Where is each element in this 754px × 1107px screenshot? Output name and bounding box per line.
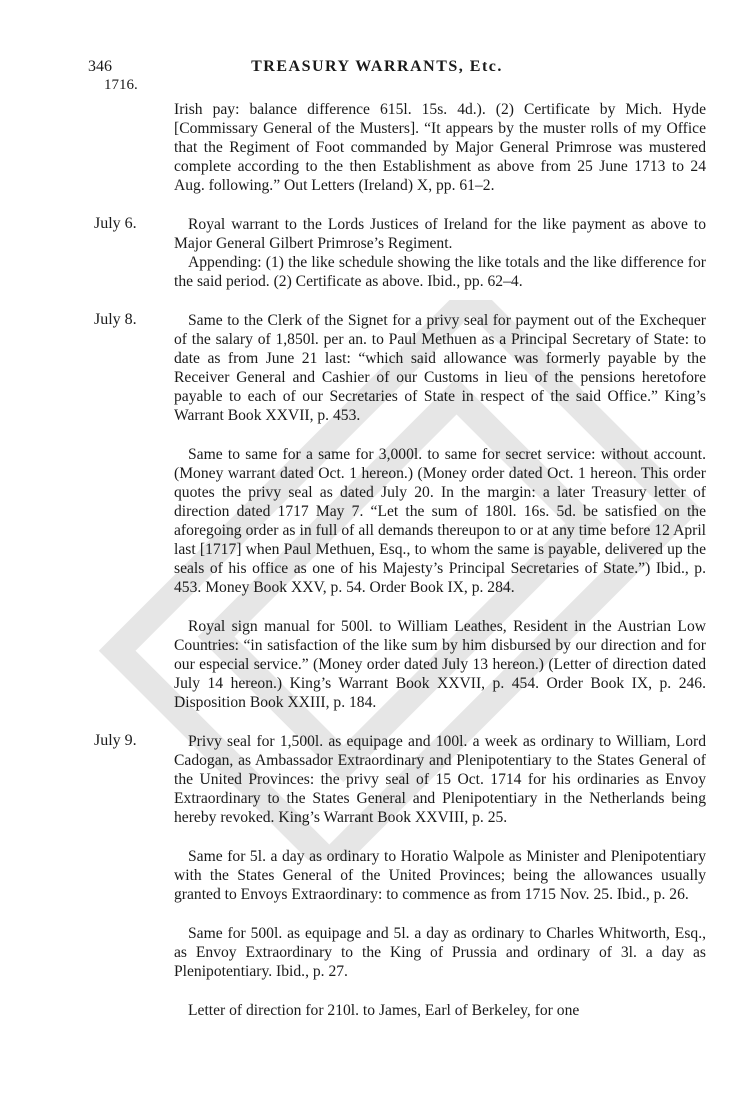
entries-list — [0, 100, 754, 1020]
entry-date: July 8. — [94, 311, 137, 328]
paragraph: Privy seal for 1,500l. as equipage and 100l. a week as ordinary to William, Lord Cadogan, as Ambassador Extraordinary and Plenipotentiary to the States General of the United Provinces: the privy seal of 15 Oct. 1714 for his ordinaries as Envoy Extraordinary to the States General and Plenipotentiary in the Netherlands being hereby revoked. King’s Warrant Book XXVIII, p. 25. — [174, 733, 706, 826]
entry-date: July 6. — [94, 215, 137, 232]
paragraph: Same to same for a same for 3,000l. to same for secret service: without account. (Money warrant dated Oct. 1 hereon.) (Money order dated Oct. 1 hereon. This order quotes the privy seal as dated July 20. In the margin: a later Treasury letter of direction dated 1717 May 7. “Let the sum of 180l. 16s. 5d. be satisfied on the aforegoing order as in full of all demands thereupon to or at any time before 12 April last [1717] when Paul Methuen, Esq., to whom the same is payable, delivered up the seals of his office as one of his Majesty’s Principal Secretaries of State.”) Ibid., p. 453. Money Book XXV, p. 54. Order Book IX, p. 284. — [174, 446, 706, 596]
paragraph: Same to the Clerk of the Signet for a privy seal for payment out of the Exchequer of the salary of 1,850l. per an. to Paul Methuen as a Principal Secretary of State: to date as from June 21 last: “which said allowance was formerly payable by the Receiver General and Cashier of our Customs in lieu of the pensions heretofore payable to each of our Secretaries of State in respect of the said Office.” King’s Warrant Book XXVII, p. 453. — [174, 312, 706, 424]
paragraph: Same for 5l. a day as ordinary to Horatio Walpole as Minister and Plenipotentiary with the States General of the United Provinces; being the allowances usually granted to Envoys Extraordinary: to commence as from 1715 Nov. 25. Ibid., p. 26. — [174, 848, 706, 903]
entry-july-8 — [0, 311, 754, 712]
page-number: 346 — [88, 58, 112, 75]
page-title: TREASURY WARRANTS, Etc. — [251, 58, 503, 75]
year-label: 1716. — [104, 77, 138, 93]
paragraph: Same for 500l. as equipage and 5l. a day as ordinary to Charles Whitworth, Esq., as Envoy Extraordinary to the King of Prussia and ordinary of 3l. a day as Plenipotentiary. Ibid., p. 27. — [174, 925, 706, 980]
entry-july-6 — [0, 215, 754, 291]
entry-july-9 — [0, 732, 754, 1020]
paragraph: Letter of direction for 210l. to James, Earl of Berkeley, for one — [188, 1002, 580, 1019]
paragraph: Royal warrant to the Lords Justices of Ireland for the like payment as above to Major General Gilbert Primrose’s Regiment. — [174, 216, 706, 252]
paragraph: Irish pay: balance difference 615l. 15s. 4d.). (2) Certificate by Mich. Hyde [Commissary General of the Musters]. “It appears by the muster rolls of my Office that the Regiment of Foot commanded by Major General Primrose was mustered complete according to the then Establishment as above from 25 June 1713 to 24 Aug. following.” Out Letters (Ireland) X, pp. 61–2. — [174, 101, 706, 194]
paragraph: Royal sign manual for 500l. to William Leathes, Resident in the Austrian Low Countries: “in satisfaction of the like sum by him disbursed by our direction and for our especial service.” (Money order dated July 13 hereon.) (Letter of direction dated July 14 hereon.) King’s Warrant Book XXVII, p. 454. Order Book IX, p. 246. Disposition Book XXIII, p. 184. — [174, 618, 706, 711]
entry-date: July 9. — [94, 732, 137, 749]
entry-continuation — [0, 100, 754, 195]
paragraph: Appending: (1) the like schedule showing the like totals and the like difference for the said period. (2) Certificate as above. Ibid., pp. 62–4. — [174, 254, 706, 290]
